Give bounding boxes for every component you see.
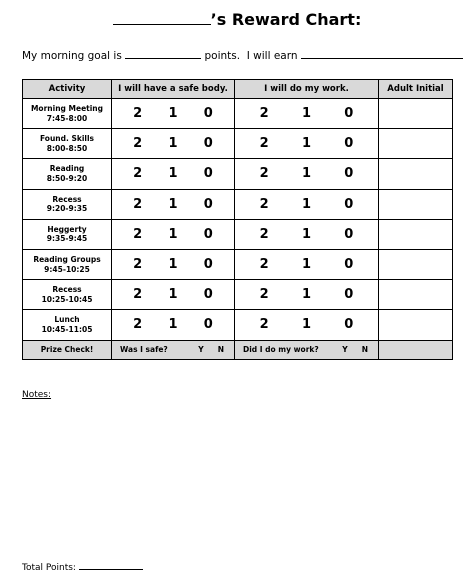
activity-time: 9:20-9:35: [46, 204, 88, 214]
total-blank[interactable]: [79, 560, 143, 570]
work-score-option[interactable]: 2: [259, 106, 269, 122]
safe-score-option[interactable]: 1: [168, 166, 178, 182]
goal-points-blank[interactable]: [125, 48, 201, 59]
safe-score-option[interactable]: 1: [168, 226, 178, 242]
work-score-option[interactable]: 1: [301, 196, 312, 212]
activity-time: 10:25-10:45: [41, 294, 93, 304]
work-score-option[interactable]: 2: [259, 196, 269, 212]
total-points: [22, 560, 143, 573]
safe-score-option[interactable]: 2: [133, 166, 143, 182]
safe-score-option[interactable]: 2: [133, 257, 143, 273]
adult-initial-cell[interactable]: [379, 99, 453, 129]
activity-name: Reading: [49, 164, 85, 174]
work-score-option[interactable]: 2: [259, 226, 269, 242]
activity-row: [23, 129, 453, 159]
safe-score-option[interactable]: 0: [203, 196, 213, 212]
safe-no[interactable]: N: [217, 345, 224, 354]
work-score-option[interactable]: 1: [301, 136, 312, 152]
activity-time: 9:45-10:25: [44, 264, 90, 274]
work-score-option[interactable]: 2: [259, 166, 269, 182]
work-score-option[interactable]: 2: [259, 136, 269, 152]
activity-name: Recess: [52, 194, 82, 204]
safe-score-option[interactable]: 1: [168, 136, 178, 152]
header-activity: Activity: [23, 80, 112, 99]
work-score-option[interactable]: 1: [301, 226, 312, 242]
work-score-option[interactable]: 1: [301, 287, 312, 303]
work-no[interactable]: N: [361, 345, 368, 354]
work-score-option[interactable]: 1: [301, 317, 312, 333]
work-question: Did I do my work?: [243, 345, 319, 354]
safe-score-option[interactable]: 2: [133, 106, 143, 122]
activity-time: 8:00-8:50: [46, 143, 88, 153]
activity-row: [23, 189, 453, 219]
safe-score-option[interactable]: 2: [133, 136, 143, 152]
adult-initial-cell[interactable]: [379, 159, 453, 189]
activity-row: [23, 219, 453, 249]
safe-score-option[interactable]: 1: [168, 287, 178, 303]
activity-time: 10:45-11:05: [41, 324, 93, 334]
page-title: [0, 8, 474, 29]
work-score-option[interactable]: 1: [301, 257, 312, 273]
work-score-option[interactable]: 1: [301, 106, 312, 122]
adult-initial-cell[interactable]: [379, 129, 453, 159]
activity-name: Found. Skills: [39, 134, 95, 144]
prize-initial-cell[interactable]: [379, 340, 453, 359]
goal-line: [22, 48, 463, 62]
work-score-option[interactable]: 2: [259, 317, 269, 333]
header-adult-initial: Adult Initial: [379, 80, 453, 99]
work-score-option[interactable]: 0: [344, 317, 354, 333]
activity-row: [23, 249, 453, 279]
total-label: Total Points:: [22, 563, 79, 573]
safe-score-option[interactable]: 0: [203, 257, 213, 273]
work-score-option[interactable]: 2: [259, 257, 269, 273]
header-do-work: I will do my work.: [235, 80, 379, 99]
safe-score-option[interactable]: 1: [168, 257, 178, 273]
safe-score-option[interactable]: 1: [168, 196, 178, 212]
work-yes[interactable]: Y: [342, 345, 348, 354]
activity-time: 7:45-8:00: [46, 113, 88, 123]
safe-score-option[interactable]: 0: [203, 106, 213, 122]
activity-row: [23, 280, 453, 310]
name-blank[interactable]: [113, 8, 211, 25]
prize-check-row: [23, 340, 453, 359]
work-score-option[interactable]: 0: [344, 136, 354, 152]
activity-name: Lunch: [54, 315, 80, 325]
safe-score-option[interactable]: 2: [133, 287, 143, 303]
activity-row: [23, 310, 453, 340]
activity-name: Morning Meeting: [30, 104, 104, 114]
reward-blank[interactable]: [301, 48, 463, 59]
safe-yes[interactable]: Y: [198, 345, 204, 354]
safe-score-option[interactable]: 2: [133, 226, 143, 242]
work-score-option[interactable]: 2: [259, 287, 269, 303]
activity-row: [23, 159, 453, 189]
adult-initial-cell[interactable]: [379, 219, 453, 249]
work-score-option[interactable]: 0: [344, 166, 354, 182]
activity-time: 8:50-9:20: [46, 173, 88, 183]
goal-text-1: My morning goal is: [22, 50, 126, 62]
adult-initial-cell[interactable]: [379, 310, 453, 340]
safe-score-option[interactable]: 0: [203, 136, 213, 152]
activity-name: Reading Groups: [33, 255, 101, 265]
activity-name: Recess: [52, 285, 82, 295]
safe-score-option[interactable]: 2: [133, 196, 143, 212]
work-score-option[interactable]: 0: [344, 106, 354, 122]
notes-label: Notes:: [22, 390, 52, 400]
activity-time: 9:35-9:45: [46, 234, 88, 244]
work-score-option[interactable]: 1: [301, 166, 312, 182]
activity-name: Heggerty: [47, 224, 87, 234]
work-score-option[interactable]: 0: [344, 257, 354, 273]
work-score-option[interactable]: 0: [344, 196, 354, 212]
work-score-option[interactable]: 0: [344, 287, 354, 303]
safe-question: Was I safe?: [120, 345, 168, 354]
safe-score-option[interactable]: 1: [168, 106, 178, 122]
adult-initial-cell[interactable]: [379, 249, 453, 279]
adult-initial-cell[interactable]: [379, 280, 453, 310]
safe-score-option[interactable]: 0: [203, 287, 213, 303]
safe-score-option[interactable]: 0: [203, 166, 213, 182]
reward-table: [22, 79, 453, 360]
header-safe-body: I will have a safe body.: [112, 80, 235, 99]
prize-check-label: Prize Check!: [23, 340, 112, 359]
safe-score-option[interactable]: 0: [203, 226, 213, 242]
goal-text-2: points. I will earn: [201, 50, 301, 62]
adult-initial-cell[interactable]: [379, 189, 453, 219]
work-score-option[interactable]: 0: [344, 226, 354, 242]
activity-row: [23, 99, 453, 129]
safe-score-option[interactable]: 2: [133, 317, 143, 333]
safe-score-option[interactable]: 1: [168, 317, 178, 333]
safe-score-option[interactable]: 0: [203, 317, 213, 333]
title-text: ’s Reward Chart:: [210, 10, 362, 29]
